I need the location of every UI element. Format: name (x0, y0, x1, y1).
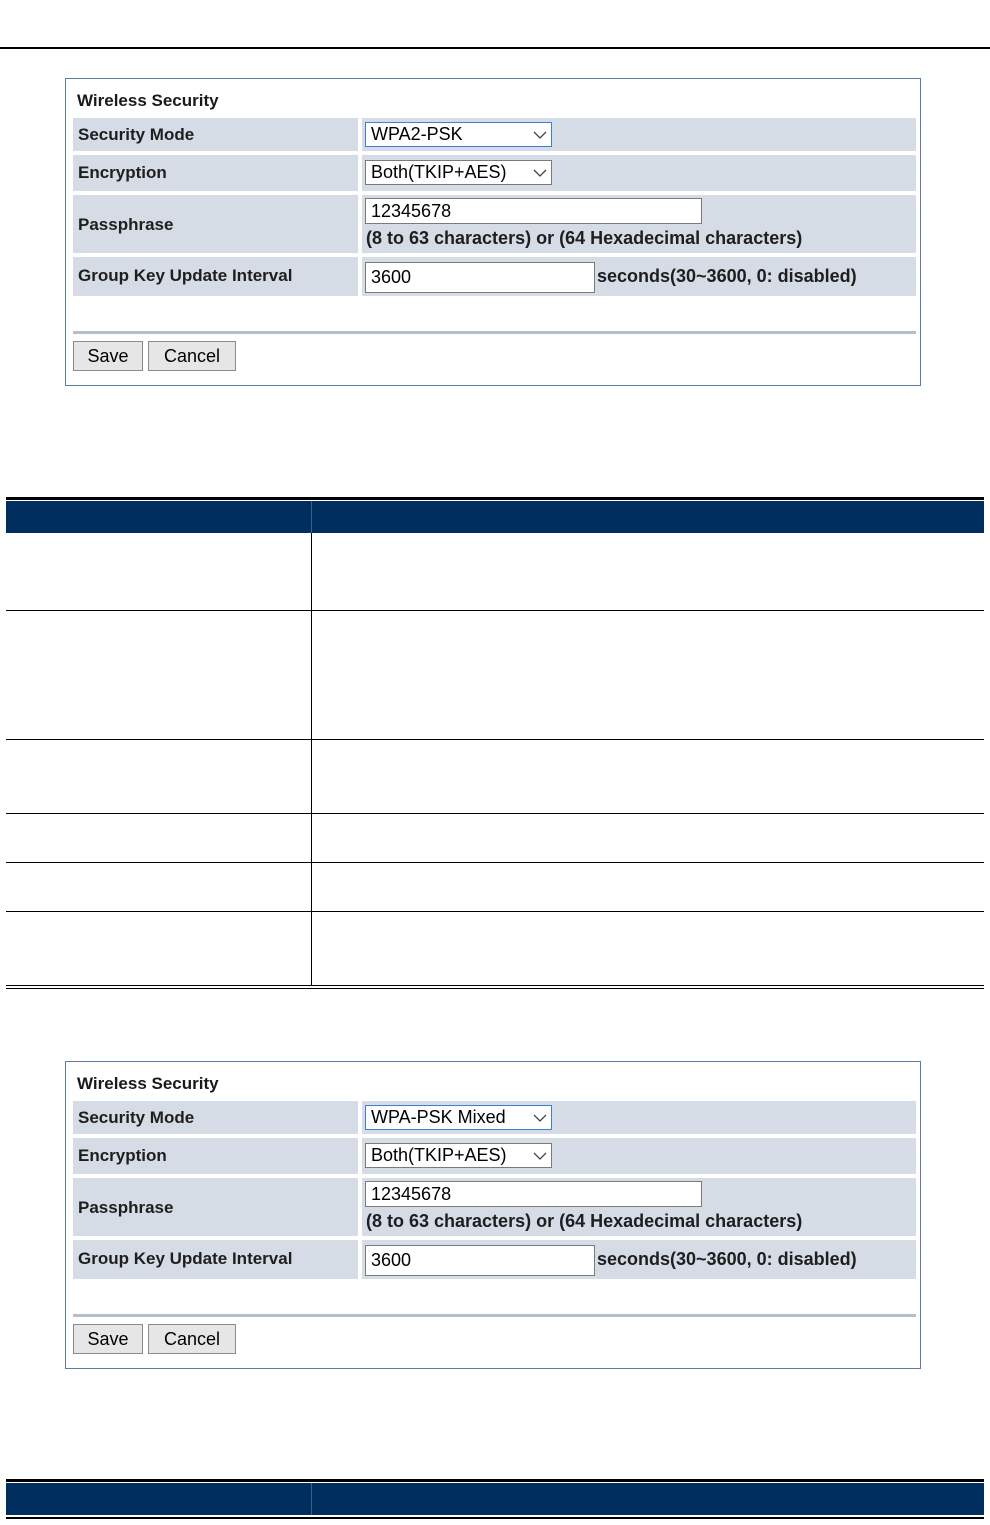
cancel-button[interactable]: Cancel (148, 341, 236, 371)
passphrase-row (73, 1178, 916, 1236)
save-button[interactable]: Save (73, 1324, 143, 1354)
group-key-hint: seconds(30~3600, 0: disabled) (597, 1249, 857, 1269)
passphrase-hint: (8 to 63 characters) or (64 Hexadecimal characters) (366, 228, 803, 248)
panel-title: Wireless Security (77, 1074, 219, 1093)
table-row-divider (6, 911, 984, 912)
security-mode-label: Security Mode (78, 1108, 195, 1127)
table-header (6, 1483, 984, 1515)
passphrase-input[interactable]: 12345678 (365, 198, 702, 224)
encryption-label: Encryption (78, 163, 167, 182)
table-row-divider (6, 610, 984, 611)
encryption-select[interactable] (365, 160, 552, 185)
security-mode-label: Security Mode (78, 125, 195, 144)
panel-divider (73, 331, 916, 334)
chevron-down-icon (529, 1106, 551, 1129)
cancel-button[interactable]: Cancel (148, 1324, 236, 1354)
page-top-rule (0, 47, 990, 49)
chevron-down-icon (529, 161, 551, 184)
passphrase-hint: (8 to 63 characters) or (64 Hexadecimal characters) (366, 1211, 803, 1231)
chevron-down-icon (529, 1144, 551, 1167)
passphrase-input[interactable]: 12345678 (365, 1181, 702, 1207)
wireless-security-panel-1 (65, 78, 921, 386)
security-mode-select[interactable] (365, 1105, 552, 1130)
chevron-down-icon (529, 123, 551, 146)
table-header (6, 501, 984, 533)
encryption-row (73, 1138, 916, 1174)
description-table-2 (6, 1479, 984, 1525)
group-key-label: Group Key Update Interval (78, 1249, 293, 1268)
passphrase-label: Passphrase (78, 1198, 174, 1217)
group-key-input[interactable]: 3600 (365, 1245, 595, 1276)
description-table (6, 497, 984, 991)
security-mode-select[interactable] (365, 122, 552, 147)
encryption-label: Encryption (78, 1146, 167, 1165)
security-mode-value: WPA2-PSK (371, 124, 463, 144)
group-key-hint: seconds(30~3600, 0: disabled) (597, 266, 857, 286)
group-key-label: Group Key Update Interval (78, 266, 293, 285)
passphrase-row (73, 195, 916, 253)
panel-title: Wireless Security (77, 91, 219, 110)
wireless-security-panel-2 (65, 1061, 921, 1369)
group-key-input[interactable]: 3600 (365, 262, 595, 293)
table-row-divider (6, 862, 984, 863)
table-row-divider (6, 813, 984, 814)
table-row-divider (6, 739, 984, 740)
panel-divider (73, 1314, 916, 1317)
security-mode-row (73, 1101, 916, 1134)
security-mode-value: WPA-PSK Mixed (371, 1107, 506, 1127)
encryption-value: Both(TKIP+AES) (371, 1145, 507, 1165)
encryption-row (73, 155, 916, 191)
security-mode-row (73, 118, 916, 151)
group-key-row (73, 1240, 916, 1279)
encryption-select[interactable] (365, 1143, 552, 1168)
encryption-value: Both(TKIP+AES) (371, 162, 507, 182)
passphrase-label: Passphrase (78, 215, 174, 234)
save-button[interactable]: Save (73, 341, 143, 371)
group-key-row (73, 257, 916, 296)
